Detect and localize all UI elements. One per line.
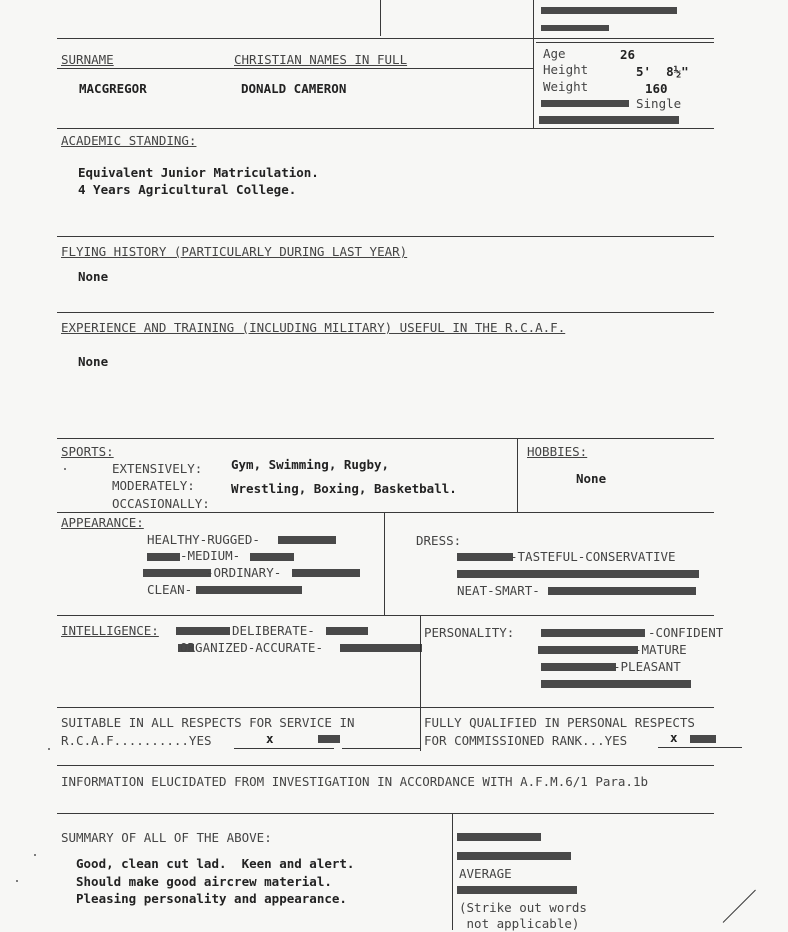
extensively-label: EXTENSIVELY: bbox=[112, 461, 203, 476]
no-blank bbox=[342, 748, 420, 749]
section-rule bbox=[57, 312, 714, 313]
redaction bbox=[340, 644, 422, 652]
redaction bbox=[541, 100, 629, 107]
weight-value: 160 bbox=[645, 81, 668, 96]
intelligence-line-1: DELIBERATE- bbox=[232, 623, 315, 638]
qualified-mark: x bbox=[670, 730, 678, 745]
redaction bbox=[250, 553, 294, 561]
summary-rating: AVERAGE bbox=[459, 866, 512, 881]
surname-value: MACGREGOR bbox=[79, 81, 147, 96]
hobbies-label: HOBBIES: bbox=[527, 444, 588, 459]
appearance-dress-divider bbox=[384, 512, 385, 615]
section-rule bbox=[57, 707, 714, 708]
strike-note-1: (Strike out words bbox=[459, 900, 587, 915]
qualified-line-2: FOR COMMISSIONED RANK...YES bbox=[424, 733, 628, 748]
summary-line-3: Pleasing personality and appearance. bbox=[76, 891, 347, 906]
redaction bbox=[457, 833, 541, 841]
flying-history-value: None bbox=[78, 269, 109, 284]
intelligence-personality-divider bbox=[420, 615, 421, 751]
summary-label: SUMMARY OF ALL OF THE ABOVE: bbox=[61, 830, 272, 845]
redaction bbox=[147, 553, 180, 561]
sports-label: SPORTS: bbox=[61, 444, 114, 459]
header-bottom-rule bbox=[57, 128, 714, 129]
experience-value: None bbox=[78, 354, 109, 369]
intelligence-label: INTELLIGENCE: bbox=[61, 623, 159, 638]
redaction bbox=[457, 852, 571, 860]
speckle bbox=[48, 748, 50, 750]
speckle bbox=[34, 854, 36, 856]
appearance-label: APPEARANCE: bbox=[61, 515, 144, 530]
marital-status: Single bbox=[636, 96, 682, 111]
summary-line-2: Should make good aircrew material. bbox=[76, 874, 332, 889]
summary-line-1: Good, clean cut lad. Keen and alert. bbox=[76, 856, 355, 871]
moderately-label: MODERATELY: bbox=[112, 478, 195, 493]
header-top-rule-2 bbox=[536, 42, 714, 43]
pencil-stroke bbox=[723, 890, 756, 923]
personality-line-2: -MATURE bbox=[634, 642, 687, 657]
redaction bbox=[457, 570, 699, 578]
section-rule bbox=[57, 765, 714, 766]
moderately-value: Wrestling, Boxing, Basketball. bbox=[231, 481, 457, 496]
name-rule bbox=[57, 68, 533, 69]
redaction bbox=[541, 680, 691, 688]
redaction bbox=[538, 646, 638, 654]
experience-label: EXPERIENCE AND TRAINING (INCLUDING MILITARY) USEFUL IN THE R.C.A.F. bbox=[61, 320, 566, 335]
redaction bbox=[292, 569, 360, 577]
speckle bbox=[16, 880, 18, 882]
section-rule bbox=[57, 438, 714, 439]
yes-blank bbox=[234, 748, 334, 749]
personality-label: PERSONALITY: bbox=[424, 625, 515, 640]
extensively-value: Gym, Swimming, Rugby, bbox=[231, 457, 390, 472]
suitable-mark: x bbox=[266, 731, 274, 746]
academic-label: ACADEMIC STANDING: bbox=[61, 133, 197, 148]
academic-line-1: Equivalent Junior Matriculation. bbox=[78, 165, 319, 180]
header-top-rule bbox=[57, 38, 714, 39]
height-value: 5' 8½" bbox=[636, 64, 689, 79]
appearance-line-4: CLEAN- bbox=[147, 582, 193, 597]
section-rule bbox=[57, 512, 714, 513]
redaction bbox=[690, 735, 716, 743]
occasionally-label: OCCASIONALLY: bbox=[112, 496, 210, 511]
redaction bbox=[457, 886, 577, 894]
redaction bbox=[457, 553, 513, 561]
personal-box-divider bbox=[533, 0, 534, 128]
flying-history-label: FLYING HISTORY (PARTICULARLY DURING LAST YEAR) bbox=[61, 244, 408, 259]
academic-line-2: 4 Years Agricultural College. bbox=[78, 182, 297, 197]
redaction bbox=[541, 7, 677, 14]
names-value: DONALD CAMERON bbox=[241, 81, 347, 96]
age-value: 26 bbox=[620, 47, 636, 62]
surname-label: SURNAME bbox=[61, 52, 114, 67]
section-rule bbox=[57, 236, 714, 237]
suitable-line-1: SUITABLE IN ALL RESPECTS FOR SERVICE IN bbox=[61, 715, 355, 730]
appearance-line-1: HEALTHY-RUGGED- bbox=[147, 532, 260, 547]
redaction bbox=[541, 663, 616, 671]
personality-line-1: -CONFIDENT bbox=[648, 625, 724, 640]
section-rule bbox=[57, 813, 714, 814]
suitable-line-2: R.C.A.F..........YES bbox=[61, 733, 212, 748]
christian-names-label: CHRISTIAN NAMES IN FULL bbox=[234, 52, 408, 67]
personality-line-3: -PLEASANT bbox=[613, 659, 681, 674]
redaction bbox=[541, 629, 645, 637]
redaction bbox=[541, 25, 609, 31]
redaction bbox=[326, 627, 368, 635]
redaction bbox=[176, 627, 230, 635]
information-text: INFORMATION ELUCIDATED FROM INVESTIGATION IN ACCORDANCE WITH A.F.M.6/1 Para.1b bbox=[61, 774, 648, 789]
redaction bbox=[318, 735, 340, 743]
appearance-line-2: -MEDIUM- bbox=[180, 548, 241, 563]
redaction bbox=[278, 536, 336, 544]
section-rule bbox=[57, 615, 714, 616]
intelligence-line-2: ORGANIZED-ACCURATE- bbox=[180, 640, 323, 655]
dress-line-3: NEAT-SMART- bbox=[457, 583, 540, 598]
top-divider bbox=[380, 0, 381, 36]
hobbies-value: None bbox=[576, 471, 607, 486]
redaction bbox=[548, 587, 696, 595]
weight-label: Weight bbox=[543, 79, 589, 94]
redaction bbox=[539, 116, 679, 124]
speckle bbox=[64, 468, 66, 470]
sports-hobbies-divider bbox=[517, 438, 518, 512]
qualified-line-1: FULLY QUALIFIED IN PERSONAL RESPECTS bbox=[424, 715, 695, 730]
age-label: Age bbox=[543, 46, 566, 61]
dress-label: DRESS: bbox=[416, 533, 462, 548]
redaction bbox=[196, 586, 302, 594]
appearance-line-3: -ORDINARY- bbox=[206, 565, 282, 580]
strike-note-2: not applicable) bbox=[459, 916, 580, 931]
dress-line-1: -TASTEFUL-CONSERVATIVE bbox=[510, 549, 676, 564]
qualified-blank bbox=[658, 747, 742, 748]
redaction bbox=[143, 569, 211, 577]
height-label: Height bbox=[543, 62, 589, 77]
summary-divider bbox=[452, 813, 453, 930]
